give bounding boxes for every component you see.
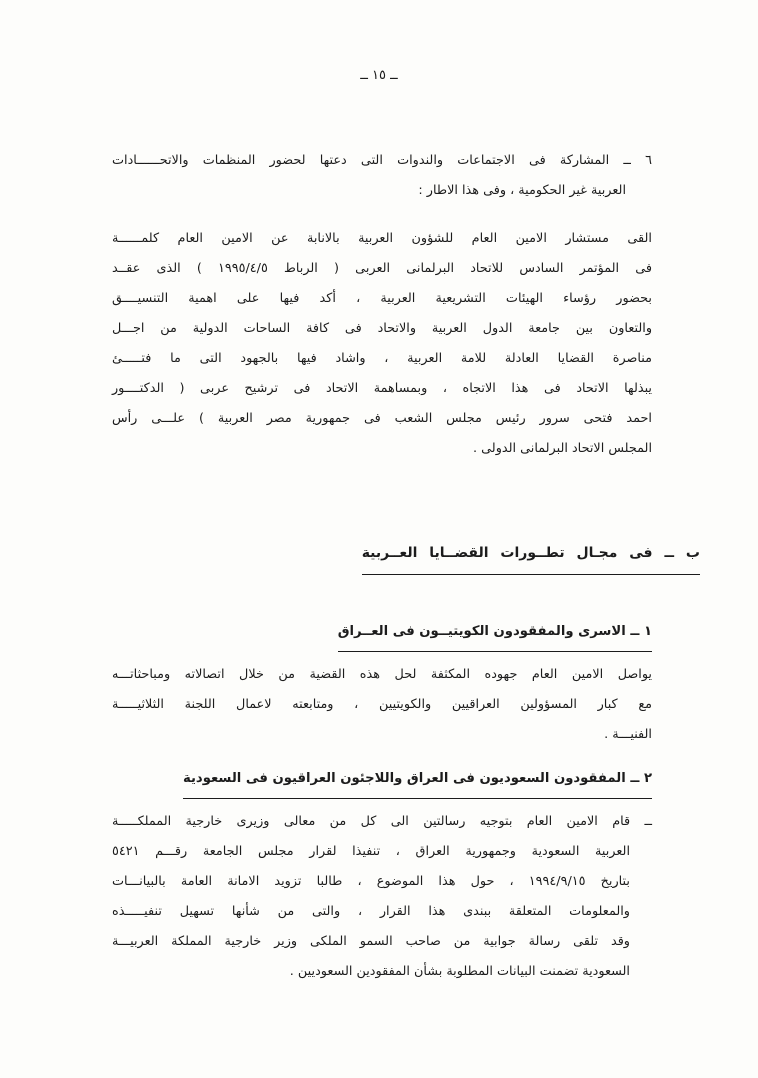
paragraph-line: المجلس الاتحاد البرلمانى الدولى .: [473, 441, 652, 456]
item-2-heading: [112, 764, 652, 799]
page-number: ــ ١٥ ــ: [360, 68, 398, 83]
text-run: قام الامين العام بتوجيه رسالتين الى كل من معالى وزيرى خارجية المملكـــــة: [112, 814, 631, 829]
section-b-heading-text: [362, 538, 700, 575]
paragraph-line: مع كبار المسؤولين العراقيين والكويتيين ، ومتابعته لاعمال اللجنة الثلاثيـــــة: [112, 697, 652, 712]
paragraph-line: والمعلومات المتعلقة ببندى هذا القرار ، والتى من شأنها تسهيل تنفيـــــذه: [112, 904, 630, 919]
paragraph-line: القى مستشار الامين العام للشؤون العربية بالانابة عن الامين العام كلمــــــة: [112, 231, 652, 246]
paragraph-line: الفنيـــة .: [604, 727, 652, 742]
paragraph-line: [112, 807, 652, 837]
list-marker: ١ ــ: [630, 624, 652, 639]
item-1-heading: [112, 617, 652, 652]
text-line: العربية غير الحكومية ، وفى هذا الاطار :: [418, 183, 626, 198]
section-b-heading: [112, 538, 700, 575]
text-run: فى مجـال تطــورات القضــايا العــربية: [361, 545, 653, 561]
section-6-paragraph: [112, 224, 652, 464]
paragraph-line: بحضور رؤساء الهيئات التشريعية العربية ، أكد فيها على اهمية التنسيــــق: [112, 291, 652, 306]
paragraph-line: مناصرة القضايا العادلة للامة العربية ، واشاد فيها بالجهود التى ما فتـــــئ: [112, 351, 652, 366]
paragraph-line: احمد فتحى سرور رئيس مجلس الشعب فى جمهورية مصر العربية ) علـــى رأس: [112, 411, 652, 426]
item-2-heading-text: [183, 764, 652, 799]
text-run: المشاركة فى الاجتماعات والندوات التى دعتها لحضور المنظمات والاتحــــــادات: [112, 153, 610, 168]
paragraph-line: السعودية تضمنت البيانات المطلوبة بشأن المفقودين السعوديين .: [289, 964, 630, 979]
list-marker: ب ــ: [664, 545, 700, 561]
paragraph-line: فى المؤتمر السادس للاتحاد البرلمانى العربى ( الرباط ١٩٩٥/٤/٥ ) الذى عقــد: [112, 261, 652, 276]
item-1-heading-text: [338, 617, 652, 652]
list-marker: ٦ ــ: [623, 153, 652, 168]
paragraph-line: بتاريخ ١٩٩٤/٩/١٥ ، حول هذا الموضوع ، طالبا تزويد الامانة العامة بالبيانـــات: [112, 874, 630, 889]
text-run: المفقودون السعوديون فى العراق واللاجئون العراقيون فى السعودية: [182, 771, 626, 786]
text-run: الاسرى والمفقودون الكويتيــون فى العــراق: [337, 624, 626, 639]
paragraph-line: وقد تلقى رسالة جوابية من صاحب السمو الملكى وزير خارجية المملكة العربيـــة: [112, 934, 630, 949]
item-1-paragraph: [112, 660, 652, 750]
paragraph-line: العربية السعودية وجمهورية العراق ، تنفيذا لقرار مجلس الجامعة رقـــم ٥٤٢١: [112, 844, 630, 859]
paragraph-line: يواصل الامين العام جهوده المكثفة لحل هذه القضية من خلال اتصالاته ومباحثاتـــه: [112, 667, 652, 682]
text-line: [112, 146, 652, 176]
paragraph-line: والتعاون بين جامعة الدول العربية والاتحاد فى كافة الساحات الدولية من اجـــل: [112, 321, 652, 336]
list-marker: ٢ ــ: [630, 771, 652, 786]
paragraph-line: يبذلها الاتحاد فى هذا الاتجاه ، وبمساهمة الاتحاد فى ترشيح عربى ( الدكتــــور: [112, 381, 652, 396]
dash-marker: ــ: [644, 814, 652, 829]
item-2-paragraph: [112, 807, 652, 987]
page-content: [112, 146, 700, 987]
section-6: [112, 146, 652, 464]
